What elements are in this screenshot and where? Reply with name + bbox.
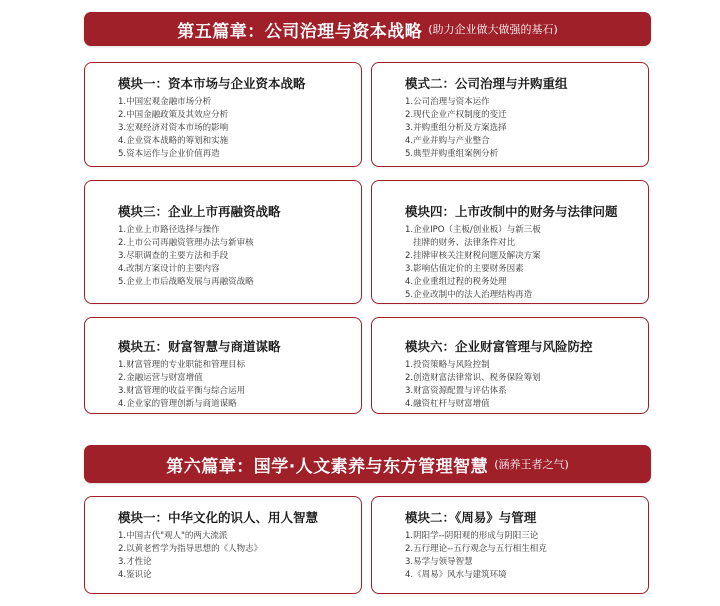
list-item: 3.并购重组分析及方案选择 [405,123,507,133]
list-item: 4.改制方案设计的主要内容 [118,264,220,274]
list-item: 1.公司治理与资本运作 [405,97,490,107]
module-card-ipo-financing [84,180,362,304]
chapter6-subtitle: (涵养王者之气) [494,458,569,471]
module-title: 模式二：公司治理与并购重组 [405,76,568,91]
list-item: 1.中国古代"观人"的两大流派 [118,531,228,541]
module-item-list [405,224,638,302]
module-title: 模块五：财富智慧与商道谋略 [118,339,281,354]
list-item: 1.投资策略与风险控制 [405,360,490,370]
list-item: 1.财富管理的专业职能和管理目标 [118,360,246,370]
list-item: 3.影响估值定价的主要财务因素 [405,264,524,274]
module-card-governance-ma [371,62,649,167]
list-item: 2.现代企业产权制度的变迁 [405,110,507,120]
list-item: 1.阴阳学--阴阳观的形成与阴阳三论 [405,531,539,541]
list-item: 5.资本运作与企业价值再造 [118,149,220,159]
list-item: 3.宏观经济对资本市场的影响 [118,123,229,133]
list-item: 2.创造财富法律常识、税务保险筹划 [405,373,541,383]
list-item: 3.财富资源配置与评估体系 [405,386,507,396]
module-card-wealth-risk [371,317,649,414]
list-item: 3.财富管理的收益平衡与综合运用 [118,386,246,396]
module-card-capital-market [84,62,362,167]
list-item: 1.企业IPO（主板/创业板）与新三板 [405,225,541,235]
list-item: 2.上市公司再融资管理办法与新审核 [118,238,254,248]
module-title: 模块六：企业财富管理与风险防控 [405,339,593,354]
module-item-list [405,530,638,582]
module-title: 模块四：上市改制中的财务与法律问题 [405,204,618,219]
module-item-list [405,359,638,411]
list-item: 4.鉴识论 [118,570,152,580]
module-title: 模块一：资本市场与企业资本战略 [118,76,306,91]
list-item: 4.产业并购与产业整合 [405,136,490,146]
list-item: 4.企业资本战略的筹划和实施 [118,136,229,146]
list-item: 4.《周易》风水与建筑环境 [405,570,507,580]
list-item: 3.尽职调查的主要方法和手段 [118,251,229,261]
list-item: 5.企业改制中的法人治理结构再造 [405,290,533,300]
list-item: 2.金融运营与财富增值 [118,373,203,383]
module-card-wealth-wisdom [84,317,362,414]
list-item: 3.易学与领导智慧 [405,557,473,567]
list-item: 4.企业重组过程的税务处理 [405,277,507,287]
module-card-chinese-culture [84,496,362,594]
module-title: 模块二：《周易》与管理 [405,510,537,525]
list-item: 2.五行理论--五行观念与五行相生相克 [405,544,547,554]
module-title: 模块一：中华文化的识人、用人智慧 [118,510,319,525]
module-item-list [118,530,351,582]
list-item: 3.才性论 [118,557,152,567]
module-card-zhouyi [371,496,649,594]
list-item: 2.以黄老哲学为指导思想的《人物志》 [118,544,263,554]
module-item-list [118,359,351,411]
module-item-list [118,224,351,289]
chapter5-subtitle: (助力企业做大做强的基石) [428,23,558,36]
list-item: 2.中国金融政策及其效应分析 [118,110,229,120]
list-item: 5.典型并购重组案例分析 [405,149,499,159]
list-item: 4.融资杠杆与财富增值 [405,399,490,409]
list-item: 5.企业上市后战略发展与再融资战略 [118,277,254,287]
list-item: 2.挂牌审核关注财税问题及解决方案 [405,251,541,261]
chapter6-banner [84,445,651,483]
list-item: 1.企业上市路径选择与操作 [118,225,220,235]
list-item: 挂牌的财务、法律条件对比 [405,238,516,248]
chapter5-title: 第五篇章：公司治理与资本战略 [177,21,423,42]
list-item: 4.企业家的管理创新与商道谋略 [118,399,237,409]
module-card-restructuring-finance-law [371,180,649,304]
module-item-list [118,96,351,161]
list-item: 1.中国宏观金融市场分析 [118,97,212,107]
module-item-list [405,96,638,161]
chapter5-banner [84,12,651,46]
module-title: 模块三：企业上市再融资战略 [118,204,281,219]
chapter6-title: 第六篇章：国学·人文素养与东方管理智慧 [166,456,489,477]
